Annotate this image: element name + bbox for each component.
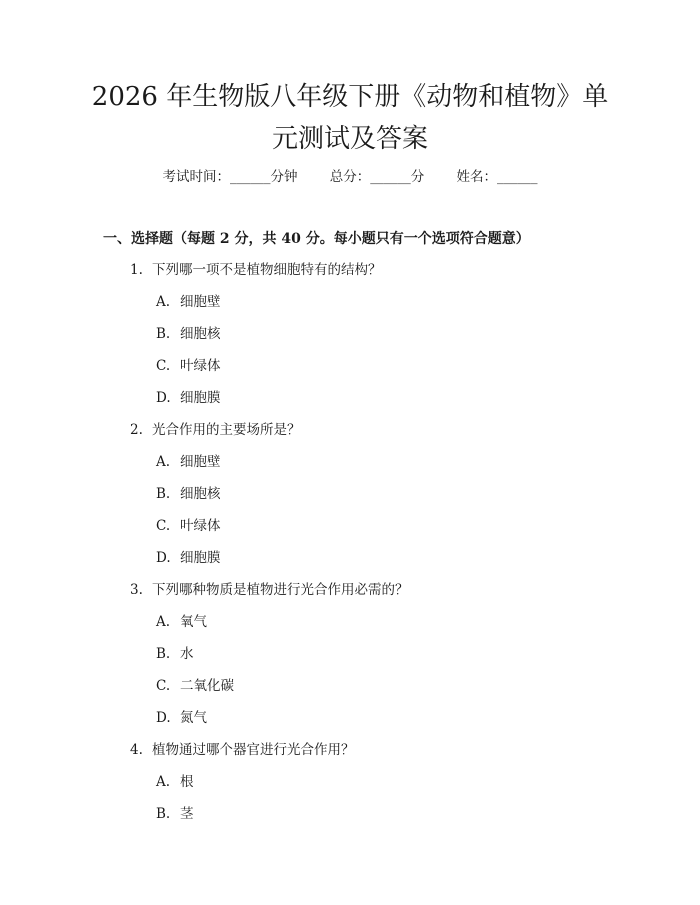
option-text: 二氧化碳 (180, 678, 234, 694)
question-number: 3. (130, 582, 143, 598)
exam-info (0, 166, 700, 188)
option-letter: A. (156, 774, 171, 790)
section-heading: 一、选择题（每题 2 分，共 40 分。每小题只有一个选项符合题意） (103, 231, 530, 247)
option-letter: B. (156, 486, 171, 502)
option-text: 细胞壁 (180, 294, 221, 310)
question-text: 下列哪种物质是植物进行光合作用必需的？ (152, 582, 409, 598)
student-name: 姓名：______ (456, 169, 538, 185)
option-text: 细胞膜 (180, 550, 221, 566)
option-text: 细胞核 (180, 486, 221, 502)
option-1a (156, 291, 221, 313)
option-letter: A. (156, 614, 171, 630)
option-letter: B. (156, 326, 171, 342)
option-4a (156, 771, 194, 793)
question-3 (130, 579, 409, 601)
question-1 (130, 259, 382, 281)
option-4b (156, 803, 194, 825)
option-text: 细胞核 (180, 326, 221, 342)
question-number: 1. (130, 262, 143, 278)
question-text: 下列哪一项不是植物细胞特有的结构？ (152, 262, 382, 278)
question-text: 植物通过哪个器官进行光合作用？ (152, 742, 355, 758)
option-2b (156, 483, 221, 505)
option-3d (156, 707, 207, 729)
option-text: 氧气 (180, 614, 207, 630)
option-letter: B. (156, 806, 171, 822)
option-1b (156, 323, 221, 345)
option-3b (156, 643, 194, 665)
option-text: 茎 (180, 806, 194, 822)
option-text: 细胞膜 (180, 390, 221, 406)
option-letter: D. (156, 550, 171, 566)
title-line-1: 2026 年生物版八年级下册《动物和植物》单 (91, 82, 609, 112)
option-letter: A. (156, 454, 171, 470)
document-title (0, 76, 700, 160)
option-text: 细胞壁 (180, 454, 221, 470)
option-3a (156, 611, 207, 633)
option-letter: D. (156, 390, 171, 406)
exam-total-score: 总分：______分 (329, 169, 425, 185)
option-1d (156, 387, 221, 409)
option-2c (156, 515, 221, 537)
question-number: 4. (130, 742, 143, 758)
option-text: 根 (180, 774, 194, 790)
option-text: 叶绿体 (180, 358, 221, 374)
option-text: 叶绿体 (180, 518, 221, 534)
question-text: 光合作用的主要场所是？ (152, 422, 301, 438)
question-4 (130, 739, 355, 761)
option-letter: C. (156, 358, 171, 374)
option-text: 水 (180, 646, 194, 662)
option-letter: A. (156, 294, 171, 310)
option-1c (156, 355, 221, 377)
title-line-2: 元测试及答案 (271, 124, 428, 154)
option-2a (156, 451, 221, 473)
option-letter: D. (156, 710, 171, 726)
option-text: 氮气 (180, 710, 207, 726)
option-letter: C. (156, 518, 171, 534)
question-number: 2. (130, 422, 143, 438)
option-3c (156, 675, 234, 697)
option-2d (156, 547, 221, 569)
exam-time: 考试时间：______分钟 (162, 169, 298, 185)
option-letter: B. (156, 646, 171, 662)
option-letter: C. (156, 678, 171, 694)
question-2 (130, 419, 301, 441)
